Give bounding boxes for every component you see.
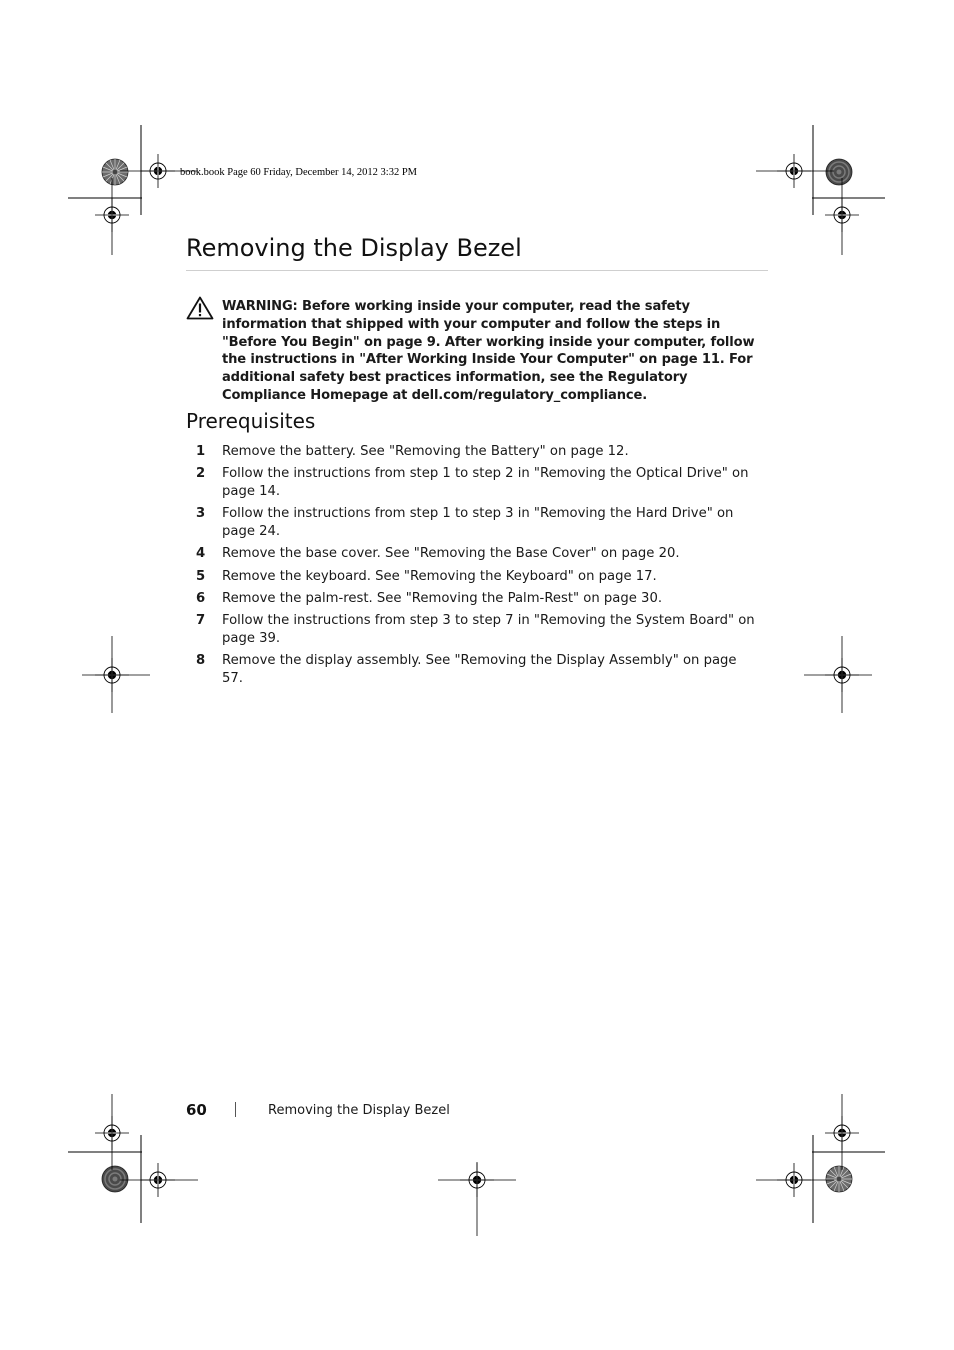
step-text: Remove the palm-rest. See "Removing the Palm-Rest" on page 30. (222, 590, 663, 606)
step-number: 5 (196, 568, 206, 584)
step-text: Follow the instructions from step 3 to step 7 in "Removing the System Board" on page 39. (222, 613, 755, 646)
list-item (186, 652, 761, 687)
step-number: 1 (196, 444, 206, 459)
step-text: Remove the base cover. See "Removing the Base Cover" on page 20. (222, 546, 680, 562)
color-bar-wheel-icon (826, 159, 852, 185)
print-slug: book.book Page 60 Friday, December 14, 2012 3:32 PM (180, 167, 417, 178)
color-bar-wheel-icon (102, 159, 128, 185)
footer-section-title: Removing the Display Bezel (268, 1103, 450, 1118)
prerequisites-list (186, 443, 761, 692)
title-rule (186, 270, 768, 271)
step-text: Follow the instructions from step 1 to step 2 in "Removing the Optical Drive" on page 14. (222, 466, 749, 499)
color-bar-wheel-icon (826, 1166, 852, 1192)
step-number: 8 (196, 653, 206, 669)
footer-divider (235, 1102, 236, 1117)
list-item (186, 505, 761, 540)
warning-triangle-icon (186, 296, 214, 320)
step-text: Remove the battery. See "Removing the Battery" on page 12. (222, 444, 629, 459)
step-text: Remove the display assembly. See "Removing the Display Assembly" on page 57. (222, 653, 737, 686)
list-item (186, 612, 761, 647)
step-text: Follow the instructions from step 1 to step 3 in "Removing the Hard Drive" on page 24. (222, 506, 734, 539)
prerequisites-heading: Prerequisites (186, 409, 316, 433)
list-item (186, 443, 761, 461)
step-number: 3 (196, 506, 206, 522)
page-title: Removing the Display Bezel (186, 234, 522, 262)
list-item (186, 465, 761, 500)
step-number: 2 (196, 466, 206, 482)
list-item (186, 545, 761, 563)
step-number: 4 (196, 546, 206, 562)
page-number: 60 (186, 1101, 207, 1119)
list-item (186, 590, 761, 608)
warning-text: WARNING: Before working inside your computer, read the safety information that shipped with your computer and follow the steps in "Before You Begin" on page 9. After working inside your computer, follow the instructions in "After Working Inside Your Computer" on page 11. For additional safety best practices information, see the Regulatory Compliance Homepage at dell.com/regulatory_compliance. (222, 299, 755, 403)
step-number: 6 (196, 590, 206, 606)
step-text: Remove the keyboard. See "Removing the Keyboard" on page 17. (222, 568, 657, 584)
list-item (186, 568, 761, 586)
color-bar-wheel-icon (102, 1166, 128, 1192)
step-number: 7 (196, 613, 206, 629)
